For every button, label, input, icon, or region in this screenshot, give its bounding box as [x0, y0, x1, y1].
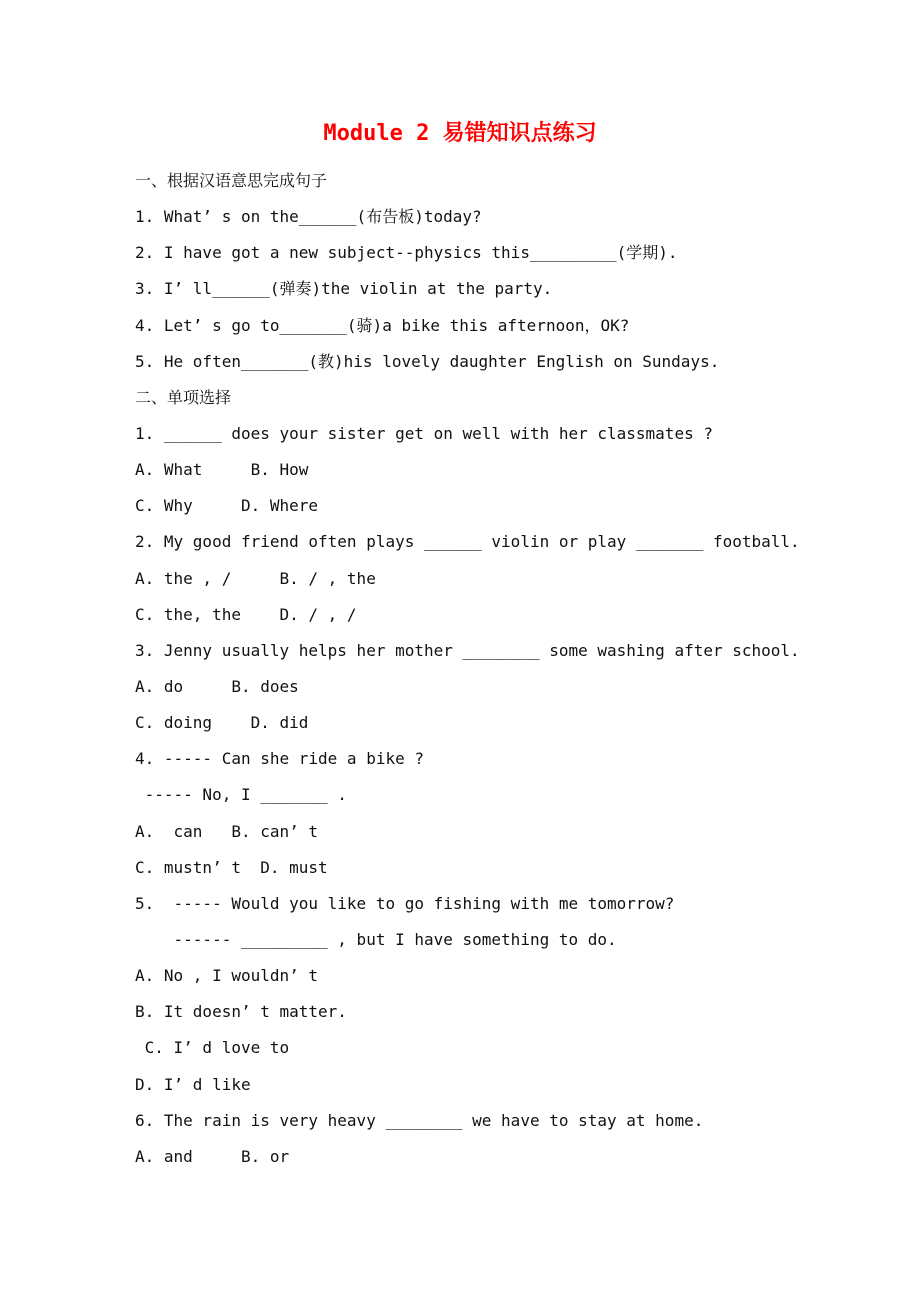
- text-line: A. the , / B. / , the: [135, 568, 376, 588]
- text-line: 1. ______ does your sister get on well with her classmates ?: [135, 423, 713, 443]
- text-line: 3. Jenny usually helps her mother ________ some washing after school.: [135, 640, 800, 660]
- text-line: C. the, the D. / , /: [135, 604, 357, 624]
- text-line: 1. What’ s on the______(布告板)today?: [135, 207, 482, 227]
- text-line: C. mustn’ t D. must: [135, 857, 328, 877]
- worksheet-content: [0, 163, 920, 1175]
- text-line: 2. I have got a new subject--physics this_________(学期).: [135, 243, 678, 263]
- text-line: A. do B. does: [135, 676, 299, 696]
- text-line: C. I’ d love to: [135, 1038, 290, 1058]
- section-1-heading: 一、根据汉语意思完成句子: [135, 171, 328, 190]
- text-line: A. can B. can’ t: [135, 821, 319, 841]
- text-line: 5. He often_______(教)his lovely daughter English on Sundays.: [135, 351, 720, 371]
- text-line: A. and B. or: [135, 1146, 290, 1166]
- text-line: C. Why D. Where: [135, 496, 319, 516]
- text-line: A. No , I wouldn’ t: [135, 966, 319, 986]
- text-line: ------ _________ , but I have something to do.: [135, 929, 617, 949]
- text-line: A. What B. How: [135, 460, 309, 480]
- text-line: 6. The rain is very heavy ________ we have to stay at home.: [135, 1110, 704, 1130]
- text-line: 3. I’ ll______(弹奏)the violin at the party.: [135, 279, 553, 299]
- text-line: ----- No, I _______ .: [135, 785, 347, 805]
- text-line: B. It doesn’ t matter.: [135, 1002, 347, 1022]
- text-line: C. doing D. did: [135, 713, 309, 733]
- text-line: 5. ----- Would you like to go fishing with me tomorrow?: [135, 893, 675, 913]
- text-line: 4. ----- Can she ride a bike ?: [135, 749, 424, 769]
- text-line: 2. My good friend often plays ______ violin or play _______ football.: [135, 532, 800, 552]
- text-line: 4. Let’ s go to_______(骑)a bike this afternoon，OK?: [135, 315, 630, 335]
- text-line: D. I’ d like: [135, 1074, 251, 1094]
- section-2-heading: 二、单项选择: [135, 387, 232, 407]
- page-title: Module 2 易错知识点练习: [323, 121, 597, 146]
